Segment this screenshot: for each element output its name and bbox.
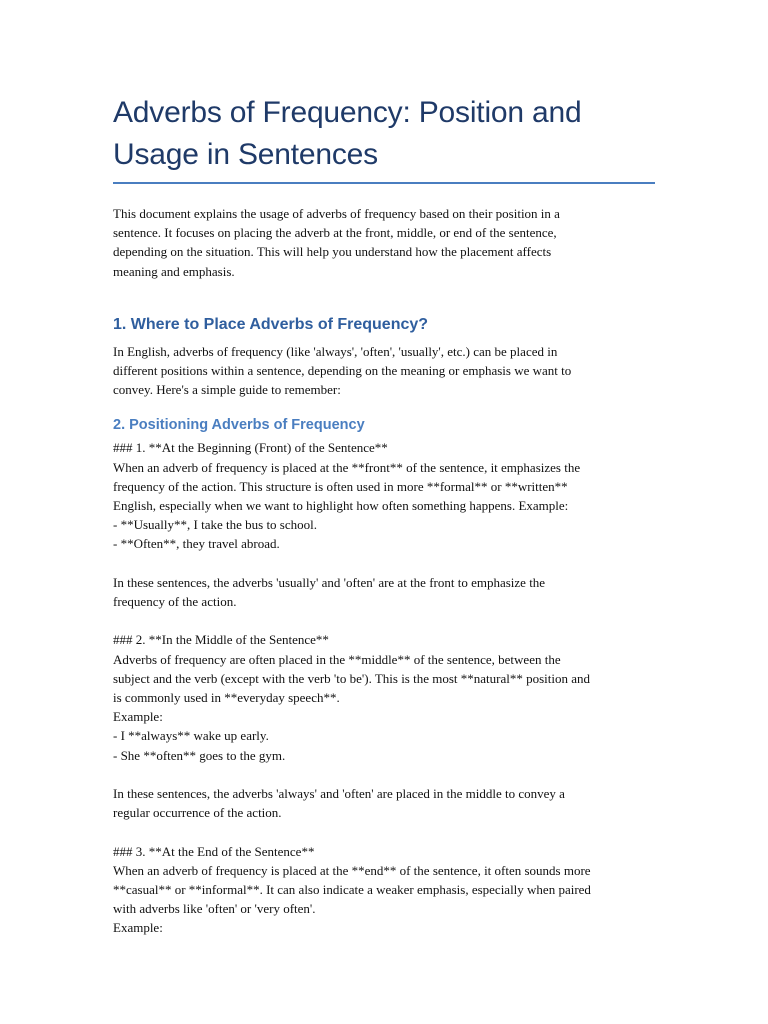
document-page xyxy=(113,92,643,938)
section-1-heading: 1. Where to Place Adverbs of Frequency? xyxy=(113,315,429,333)
document-title: Adverbs of Frequency: Position and Usage in Sentences xyxy=(113,96,582,171)
paragraph-spacer xyxy=(113,611,643,630)
intro-paragraph: This document explains the usage of adverbs of frequency based on their position in a sentence. It focuses on placing the adverb at the front, middle, or end of the sentence, depending on the situation. This will help you understand how the placement affects meaning and emphasis. xyxy=(113,206,560,279)
section-2-heading: 2. Positioning Adverbs of Frequency xyxy=(113,417,365,434)
paragraph-spacer xyxy=(113,822,643,841)
front-note: In these sentences, the adverbs 'usually' and 'often' are at the front to emphasize the frequency of the action. xyxy=(113,574,546,610)
title-underline xyxy=(113,182,655,184)
front-body: When an adverb of frequency is placed at the **front** of the sentence, it emphasizes the frequency of the action. This structure is often used in more **formal** or **written** English, especially when we want to highlight how often something happens. Example: - **Usually**, I take the bus to school. - **Often**, they travel abroad. xyxy=(113,459,581,552)
middle-subheading: ### 2. **In the Middle of the Sentence** xyxy=(113,632,329,648)
end-body: When an adverb of frequency is placed at the **end** of the sentence, it often sounds more **casual** or **informal**. It can also indicate a weaker emphasis, especially when paired with adverbs like 'often' or 'very often'. Example: xyxy=(113,862,591,936)
middle-body: Adverbs of frequency are often placed in the **middle** of the sentence, between the subject and the verb (except with the verb 'to be'). This is the most **natural** position and is commonly used in **everyday speech**. Example: - I **always** wake up early. - She **often** goes to the gym. xyxy=(113,651,591,763)
front-subheading: ### 1. **At the Beginning (Front) of the Sentence** xyxy=(113,440,388,456)
end-subheading: ### 3. **At the End of the Sentence** xyxy=(113,843,315,859)
middle-note: In these sentences, the adverbs 'always' and 'often' are placed in the middle to convey a regular occurrence of the action. xyxy=(113,786,565,821)
paragraph-spacer xyxy=(113,765,643,784)
section-1-body: In English, adverbs of frequency (like 'always', 'often', 'usually', etc.) can be placed in different positions within a sentence, depending on the meaning or emphasis we want to convey. Here's a simple guide to remember: xyxy=(113,343,572,398)
paragraph-spacer xyxy=(113,554,643,573)
